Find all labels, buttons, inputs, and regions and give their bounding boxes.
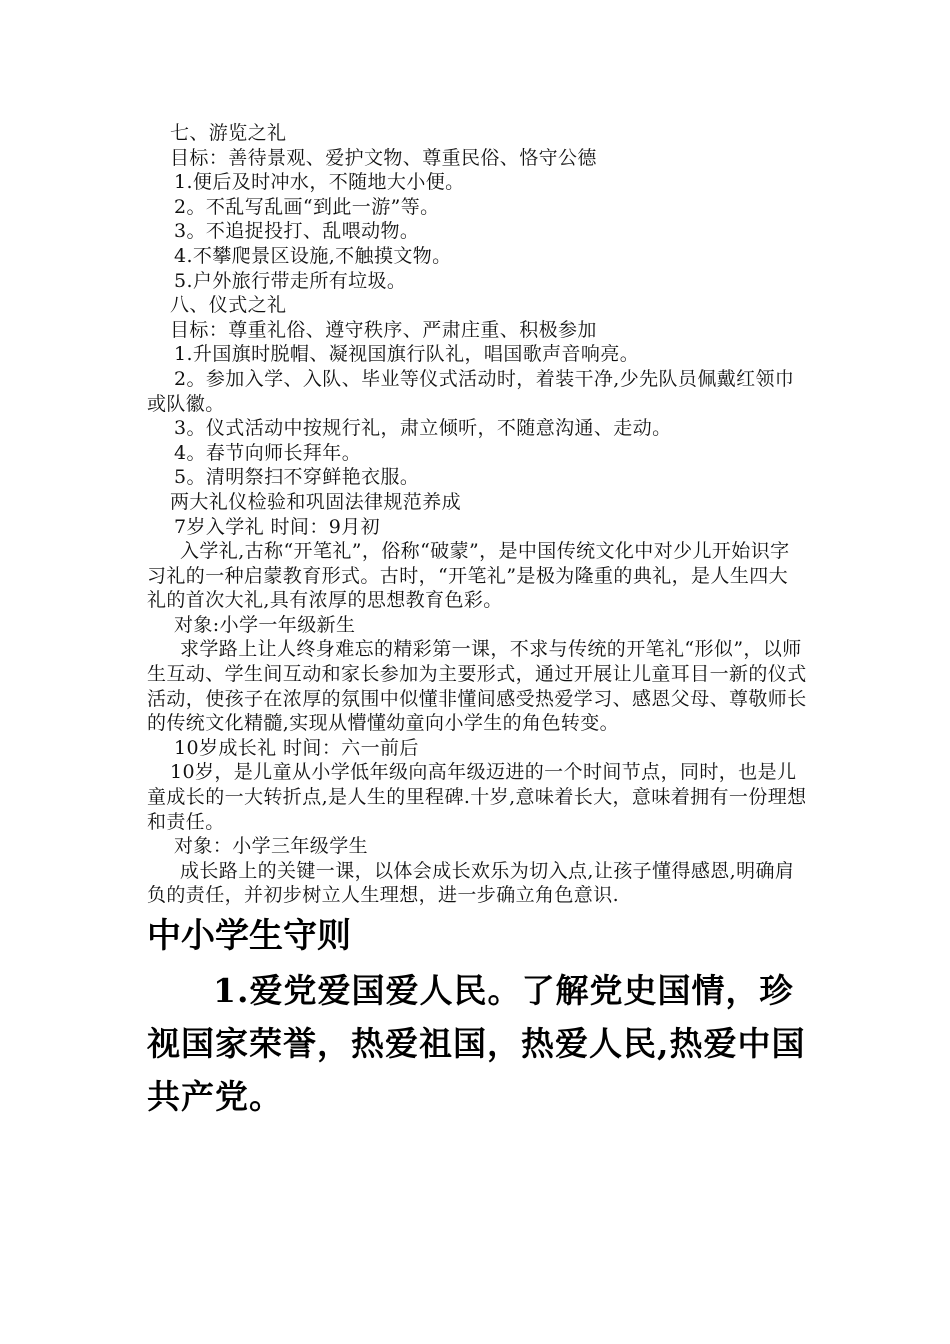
growth-ceremony-detail: 成长路上的关键一课，以体会成长欢乐为切入点,让孩子懂得感恩,明确肩负的责任，并初步树立人生理想，进一步确立角色意识. <box>147 859 795 907</box>
document-body <box>147 121 807 1123</box>
section-7-goal: 目标：善待景观、爱护文物、尊重民俗、恪守公德 <box>170 146 597 169</box>
section-8-item-2: 2。参加入学、入队、毕业等仪式活动时，着装干净,少先队员佩戴红领巾或队徽。 <box>147 367 795 415</box>
section-8-goal: 目标：尊重礼俗、遵守秩序、严肃庄重、积极参加 <box>170 318 597 341</box>
code-of-conduct-title: 中小学生守则 <box>147 916 351 956</box>
section-7-item-3: 3。不追捉投打、乱喂动物。 <box>174 220 420 243</box>
entrance-ceremony-target: 对象:小学一年级新生 <box>174 613 356 636</box>
section-7-item-5: 5.户外旅行带走所有垃圾。 <box>174 269 407 292</box>
section-7-item-2: 2。不乱写乱画“到此一游”等。 <box>174 195 440 218</box>
growth-ceremony-target: 对象：小学三年级学生 <box>174 835 369 858</box>
section-7-heading: 七、游览之礼 <box>170 122 287 144</box>
code-rule-1: 1.爱党爱国爱人民。了解党史国情，珍视国家荣誉，热爱祖国，热爱人民,热爱中国共产党。 <box>147 971 806 1116</box>
entrance-ceremony-detail: 求学路上让人终身难忘的精彩第一课，不求与传统的开笔礼“形似”，以师生互动、学生间互动和家长参加为主要形式，通过开展让儿童耳目一新的仪式活动，使孩子在浓厚的氛围中似懂非懂间感受热爱学习、感恩父母、尊敬师长的传统文化精髓,实现从懵懂幼童向小学生的角色转变。 <box>147 638 807 735</box>
section-7-item-1: 1.便后及时冲水，不随地大小便。 <box>174 171 465 194</box>
section-8-item-5: 5。清明祭扫不穿鲜艳衣服。 <box>174 466 420 489</box>
section-8-item-4: 4。春节向师长拜年。 <box>174 441 362 464</box>
section-8-heading: 八、仪式之礼 <box>170 294 287 317</box>
entrance-ceremony-title: 7岁入学礼 时间：9月初 <box>174 515 381 538</box>
ceremonies-intro: 两大礼仪检验和巩固法律规范养成 <box>170 490 462 513</box>
section-8-item-1: 1.升国旗时脱帽、凝视国旗行队礼，唱国歌声音响亮。 <box>174 343 640 366</box>
section-8-item-3: 3。仪式活动中按规行礼，肃立倾听，不随意沟通、走动。 <box>174 417 672 440</box>
section-7-item-4: 4.不攀爬景区设施,不触摸文物。 <box>174 244 452 267</box>
growth-ceremony-description: 10岁，是儿童从小学低年级向高年级迈进的一个时间节点，同时，也是儿童成长的一大转折点,是人生的里程碑.十岁,意味着长大，意味着拥有一份理想和责任。 <box>147 761 807 833</box>
growth-ceremony-title: 10岁成长礼 时间：六一前后 <box>174 736 419 759</box>
entrance-ceremony-description: 入学礼,古称“开笔礼”，俗称“破蒙”，是中国传统文化中对少儿开始识字习礼的一种启蒙教育形式。古时，“开笔礼”是极为隆重的典礼，是人生四大礼的首次大礼,具有浓厚的思想教育色彩。 <box>147 540 790 612</box>
